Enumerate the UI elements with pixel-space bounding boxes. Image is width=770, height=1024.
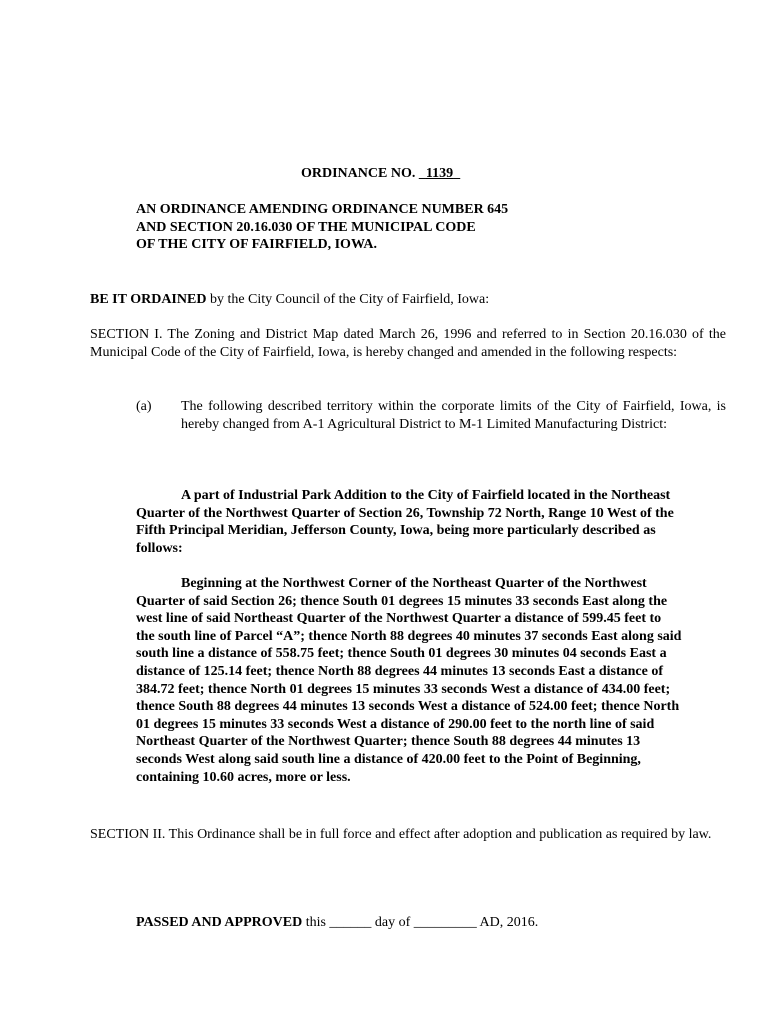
intro-line: A part of Industrial Park Addition to the City of Fairfield located in the Northeast — [181, 488, 671, 503]
body-line: 384.72 feet; thence North 01 degrees 15 minutes 33 seconds West a distance of 434.00 feet; — [136, 681, 671, 697]
body-line: distance of 125.14 feet; thence North 88 degrees 44 minutes 13 seconds East a distance of — [136, 663, 664, 679]
section-1-item-text: The following described territory within the corporate limits of the City of Fairfield, Iowa, is hereby changed from A-1 Agricultural District to M-1 Limited Manufacturing District: — [181, 399, 726, 432]
passed-text: this ______ day of _________ AD, 2016. — [305, 915, 539, 930]
passed-lead: PASSED AND APPROVED — [136, 915, 303, 930]
section-1-text: SECTION I. The Zoning and District Map dated March 26, 1996 and referred to in Section 20.16.030 of the Municipal Code of the City of Fairfield, Iowa, is hereby changed and amended in the following respects: — [90, 327, 726, 360]
heading-line: AN ORDINANCE AMENDING ORDINANCE NUMBER 645 — [136, 202, 509, 217]
ordinance-title — [301, 165, 460, 183]
intro-line: Quarter of the Northwest Quarter of Section 26, Township 72 North, Range 10 West of the — [136, 505, 674, 521]
ordained-text: by the City Council of the City of Fairfield, Iowa: — [209, 292, 490, 307]
legal-description-body — [136, 575, 681, 786]
body-line: Beginning at the Northwest Corner of the Northeast Quarter of the Northwest — [181, 576, 647, 591]
ordinance-label: ORDINANCE NO. — [301, 166, 416, 181]
legal-description-intro — [136, 487, 674, 557]
ordained-clause — [90, 291, 489, 309]
body-line: Northeast Quarter of the Northwest Quarter; thence South 88 degrees 44 minutes 13 — [136, 734, 641, 750]
body-line: seconds West along said south line a distance of 420.00 feet to the Point of Beginning, — [136, 751, 641, 767]
heading-line: OF THE CITY OF FAIRFIELD, IOWA. — [136, 237, 378, 253]
section-2-text: SECTION II. This Ordinance shall be in full force and effect after adoption and publication as required by law. — [90, 827, 712, 842]
body-line: thence South 88 degrees 44 minutes 13 seconds West a distance of 524.00 feet; thence North — [136, 699, 680, 715]
body-line: the south line of Parcel “A”; thence North 88 degrees 40 minutes 37 seconds East along said — [136, 628, 682, 644]
body-line: Quarter of said Section 26; thence South 01 degrees 15 minutes 33 seconds East along the — [136, 593, 668, 609]
body-line: 01 degrees 15 minutes 33 seconds West a distance of 290.00 feet to the north line of said — [136, 716, 655, 732]
heading-line: AND SECTION 20.16.030 OF THE MUNICIPAL CODE — [136, 219, 476, 235]
ordinance-heading — [136, 201, 508, 254]
body-line: containing 10.60 acres, more or less. — [136, 769, 351, 785]
passed-and-approved — [136, 914, 538, 932]
ordinance-number: _1139_ — [418, 166, 461, 181]
intro-line: Fifth Principal Meridian, Jefferson County, Iowa, being more particularly described as — [136, 523, 656, 539]
section-1-item-marker: (a) — [136, 399, 152, 414]
intro-line: follows: — [136, 540, 183, 556]
body-line: south line a distance of 558.75 feet; thence South 01 degrees 30 minutes 04 seconds East a — [136, 646, 667, 662]
body-line: west line of said Northeast Quarter of the Northwest Quarter a distance of 599.45 feet to — [136, 611, 662, 627]
ordained-lead: BE IT ORDAINED — [90, 292, 207, 307]
